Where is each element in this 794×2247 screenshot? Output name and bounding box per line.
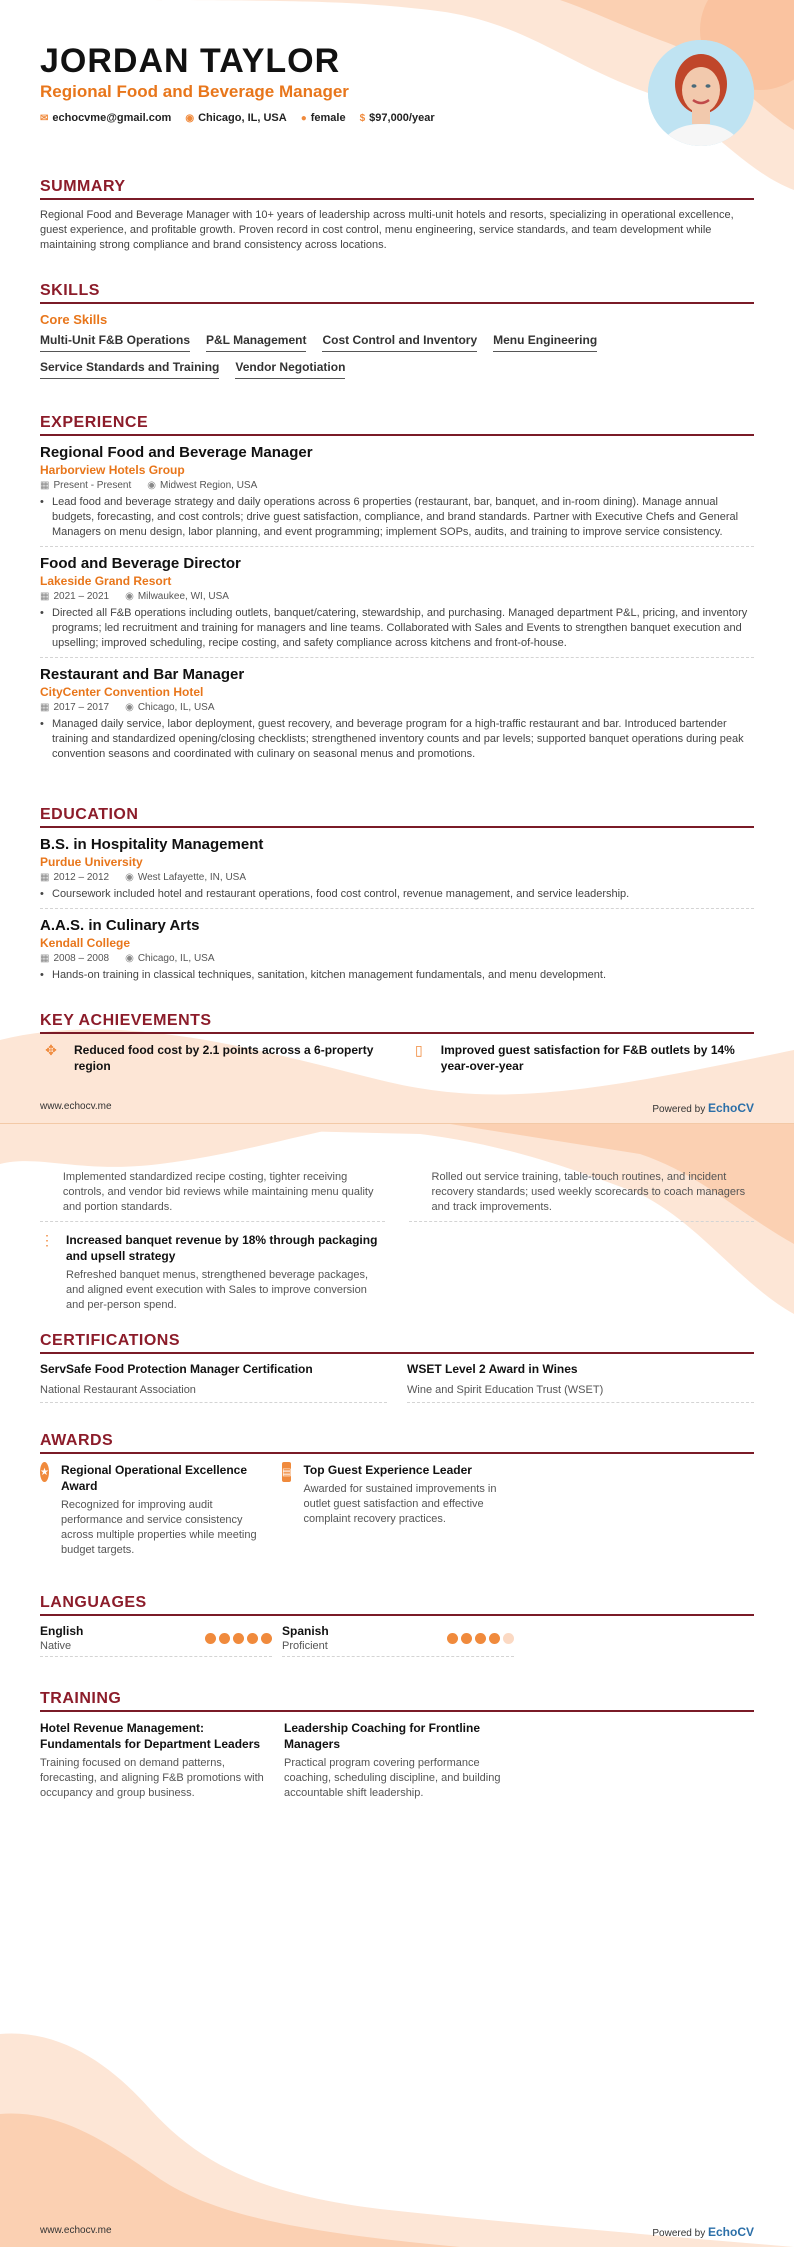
awards-grid xyxy=(40,1462,754,1558)
training-section xyxy=(40,1690,754,1801)
award-item xyxy=(40,1462,260,1558)
medal-icon: ★ xyxy=(40,1462,49,1482)
section-title-summary: SUMMARY xyxy=(40,178,754,200)
skills-group-title: Core Skills xyxy=(40,312,108,327)
rating-dot xyxy=(261,1633,272,1644)
calendar-icon: ▦ xyxy=(40,702,50,713)
certification-item xyxy=(40,1362,387,1403)
certifications-section xyxy=(40,1332,754,1403)
footer-site-link[interactable]: www.echocv.me xyxy=(40,2225,112,2236)
experience-entry xyxy=(40,444,754,547)
section-title-languages: LANGUAGES xyxy=(40,1594,754,1616)
degree-title: B.S. in Hospitality Management xyxy=(40,836,264,853)
location-pin-icon: ◉ xyxy=(125,953,134,964)
location-pin-icon: ◉ xyxy=(125,702,134,713)
language-rating xyxy=(205,1633,272,1644)
training-description: Practical program covering performance coaching, scheduling discipline, and building accountable shift leadership. xyxy=(284,1757,501,1799)
achievement-title: Reduced food cost by 2.1 points across a 6-property region xyxy=(73,1043,374,1073)
certification-title: WSET Level 2 Award in Wines xyxy=(407,1362,578,1376)
section-title-experience: EXPERIENCE xyxy=(40,414,754,436)
education-description: • Coursework included hotel and restaurant operations, food cost control, revenue management, and service leadership. xyxy=(40,887,754,902)
job-title: Food and Beverage Director xyxy=(40,555,241,572)
location-pin-icon: ◉ xyxy=(185,113,195,124)
job-description: • Lead food and beverage strategy and daily operations across 6 properties (restaurant, bar, banquet, and in-room dining). Manage annual budgets, forecasting, and cost controls; drive guest satisfaction, compliance, and brand standards. Partner with Executive Chefs and General Managers on menu design, labor planning, and event programming; implement SOPs, audits, and training to improve service consistency. xyxy=(40,495,754,540)
skill-tag: Service Standards and Training xyxy=(40,360,219,379)
job-meta: ▦ 2017 – 2017 ◉ Chicago, IL, USA xyxy=(40,702,215,713)
language-level: Proficient xyxy=(282,1640,328,1652)
achievement-item xyxy=(40,1232,385,1313)
achievement-title: Improved guest satisfaction for F&B outlets by 14% year-over-year xyxy=(440,1043,735,1073)
section-title-certifications: CERTIFICATIONS xyxy=(40,1332,754,1354)
achievement-description: Rolled out service training, table-touch routines, and incident recovery standards; used weekly scorecards to coach managers and track improvements. xyxy=(431,1171,746,1213)
skills-list xyxy=(40,333,754,379)
contact-salary: $ $97,000/year xyxy=(359,112,435,124)
language-level: Native xyxy=(40,1640,72,1652)
rating-dot xyxy=(503,1633,514,1644)
certification-title: ServSafe Food Protection Manager Certification xyxy=(40,1362,313,1376)
section-title-achievements: KEY ACHIEVEMENTS xyxy=(40,1012,754,1034)
company-name: Harborview Hotels Group xyxy=(40,463,185,477)
footer-brand: Powered by EchoCV xyxy=(652,1101,754,1115)
calendar-icon: ▦ xyxy=(40,872,50,883)
rating-dot xyxy=(461,1633,472,1644)
achievement-item xyxy=(40,1042,385,1074)
training-item xyxy=(284,1720,514,1801)
location-pin-icon: ◉ xyxy=(125,591,134,602)
training-title: Leadership Coaching for Frontline Managers xyxy=(284,1721,481,1751)
language-rating xyxy=(447,1633,514,1644)
achievements-section xyxy=(40,1012,754,1074)
location-pin-icon: ◉ xyxy=(147,480,156,491)
page-footer xyxy=(40,1101,754,1115)
training-grid xyxy=(40,1720,754,1801)
summary-text: Regional Food and Beverage Manager with 10+ years of leadership across multi-unit hotels and resorts, specializing in operational excellence, guest experience, and profitable growth. Proven record in cost control, menu engineering, service standards, and team development while maintaining strong compliance and brand consistency across locations. xyxy=(40,209,734,251)
language-item xyxy=(40,1624,272,1657)
company-name: Lakeside Grand Resort xyxy=(40,574,172,588)
skill-tag: P&L Management xyxy=(206,333,306,352)
education-meta: ▦ 2012 – 2012 ◉ West Lafayette, IN, USA xyxy=(40,872,247,883)
language-item xyxy=(282,1624,514,1657)
achievements-continued xyxy=(40,1166,754,1313)
languages-section xyxy=(40,1594,754,1657)
job-description: • Directed all F&B operations including outlets, banquet/catering, stewardship, and purchasing. Managed department P&L, pricing, and inventory programs; led recruitment and training for managers and line teams. Collaborated with Sales and Events to strengthen banquet execution and upselling; improved scheduling, recipe costing, and safety compliance across kitchens and front-of-house. xyxy=(40,606,754,651)
training-description: Training focused on demand patterns, forecasting, and aligning F&B promotions with occupancy and group business. xyxy=(40,1757,264,1799)
education-description: • Hands-on training in classical techniques, sanitation, kitchen management fundamentals, and menu development. xyxy=(40,968,754,983)
resume-page-2 xyxy=(0,1124,794,2247)
training-title: Hotel Revenue Management: Fundamentals for Department Leaders xyxy=(40,1721,261,1751)
section-title-training: TRAINING xyxy=(40,1690,754,1712)
experience-section xyxy=(40,414,754,776)
person-icon: ● xyxy=(300,113,307,124)
achievement-description: Refreshed banquet menus, strengthened beverage packages, and aligned event execution with Sales to improve conversion and per-person spend. xyxy=(66,1269,369,1311)
education-section xyxy=(40,806,754,997)
education-entry xyxy=(40,836,754,909)
achievement-item xyxy=(40,1166,385,1222)
ellipsis-icon: ⋮ xyxy=(40,1232,54,1248)
skill-tag: Multi-Unit F&B Operations xyxy=(40,333,190,352)
school-name: Kendall College xyxy=(40,936,131,950)
money-icon: $ xyxy=(359,113,366,124)
contact-info xyxy=(40,112,754,124)
achievements-grid xyxy=(40,1042,754,1074)
skills-section xyxy=(40,282,754,379)
experience-entry xyxy=(40,555,754,658)
page-footer xyxy=(40,2225,754,2239)
job-title: Restaurant and Bar Manager xyxy=(40,666,245,683)
calendar-icon: ▦ xyxy=(40,591,50,602)
education-meta: ▦ 2008 – 2008 ◉ Chicago, IL, USA xyxy=(40,953,215,964)
achievement-item xyxy=(409,1042,754,1074)
rating-dot xyxy=(475,1633,486,1644)
section-title-education: EDUCATION xyxy=(40,806,754,828)
language-name: Spanish xyxy=(282,1624,329,1638)
location-pin-icon: ◉ xyxy=(125,872,134,883)
section-title-skills: SKILLS xyxy=(40,282,754,304)
calendar-icon: ▦ xyxy=(40,953,50,964)
skill-tag: Vendor Negotiation xyxy=(235,360,345,379)
summary-section xyxy=(40,178,754,253)
company-name: CityCenter Convention Hotel xyxy=(40,685,204,699)
rating-dot xyxy=(219,1633,230,1644)
achievements-grid xyxy=(40,1166,754,1313)
achievement-description: Implemented standardized recipe costing, tighter receiving controls, and vendor bid reviews while maintaining menu quality and portion standards. xyxy=(62,1171,374,1213)
certification-item xyxy=(407,1362,754,1403)
rating-dot xyxy=(205,1633,216,1644)
education-entry xyxy=(40,917,754,989)
email-icon: ✉ xyxy=(40,113,49,124)
certification-org: Wine and Spirit Education Trust (WSET) xyxy=(407,1384,604,1396)
achievement-title: Increased banquet revenue by 18% through packaging and upsell strategy xyxy=(66,1233,378,1263)
contact-email[interactable]: ✉ echocvme@gmail.com xyxy=(40,112,172,124)
rating-dot xyxy=(233,1633,244,1644)
profile-photo xyxy=(648,40,754,146)
calendar-icon: ▦ xyxy=(40,480,50,491)
rating-dot xyxy=(489,1633,500,1644)
footer-site-link[interactable]: www.echocv.me xyxy=(40,1101,112,1112)
rating-dot xyxy=(247,1633,258,1644)
award-description: Awarded for sustained improvements in outlet guest satisfaction and effective complaint recovery practices. xyxy=(303,1483,497,1525)
school-name: Purdue University xyxy=(40,855,143,869)
award-title: Regional Operational Excellence Award xyxy=(60,1463,248,1493)
certifications-grid xyxy=(40,1362,754,1403)
mobile-icon: ▯ xyxy=(415,1042,423,1058)
training-item xyxy=(40,1720,270,1801)
rating-dot xyxy=(447,1633,458,1644)
footer-brand: Powered by EchoCV xyxy=(652,2225,754,2239)
award-description: Recognized for improving audit performance and service consistency across multiple properties while meeting budget targets. xyxy=(60,1499,257,1556)
document-icon: ▤ xyxy=(282,1462,291,1482)
experience-entry xyxy=(40,666,754,768)
languages-grid xyxy=(40,1624,754,1657)
degree-title: A.A.S. in Culinary Arts xyxy=(40,917,200,934)
job-title: Regional Food and Beverage Manager xyxy=(40,444,313,461)
candidate-role: Regional Food and Beverage Manager xyxy=(40,82,349,101)
puzzle-icon: ✥ xyxy=(45,1042,57,1058)
award-item xyxy=(282,1462,502,1558)
skill-tag: Cost Control and Inventory xyxy=(322,333,477,352)
achievement-item xyxy=(409,1166,754,1222)
awards-section xyxy=(40,1432,754,1558)
section-title-awards: AWARDS xyxy=(40,1432,754,1454)
candidate-name: JORDAN TAYLOR xyxy=(40,42,341,80)
job-description: • Managed daily service, labor deployment, guest recovery, and beverage program for a high-traffic restaurant and bar. Introduced bartender training and standardized opening/closing checklists; strengthened inventory counts and par levels; supported banquet operations during peak convention seasons and coordinated with culinary on seasonal menus and promotions. xyxy=(40,717,754,762)
job-meta: ▦ Present - Present ◉ Midwest Region, USA xyxy=(40,480,258,491)
contact-gender: ● female xyxy=(300,112,346,124)
award-title: Top Guest Experience Leader xyxy=(303,1463,472,1477)
resume-header xyxy=(40,42,754,124)
skill-tag: Menu Engineering xyxy=(493,333,597,352)
certification-org: National Restaurant Association xyxy=(40,1384,196,1396)
language-name: English xyxy=(40,1624,84,1638)
contact-location: ◉ Chicago, IL, USA xyxy=(185,112,287,124)
job-meta: ▦ 2021 – 2021 ◉ Milwaukee, WI, USA xyxy=(40,591,229,602)
